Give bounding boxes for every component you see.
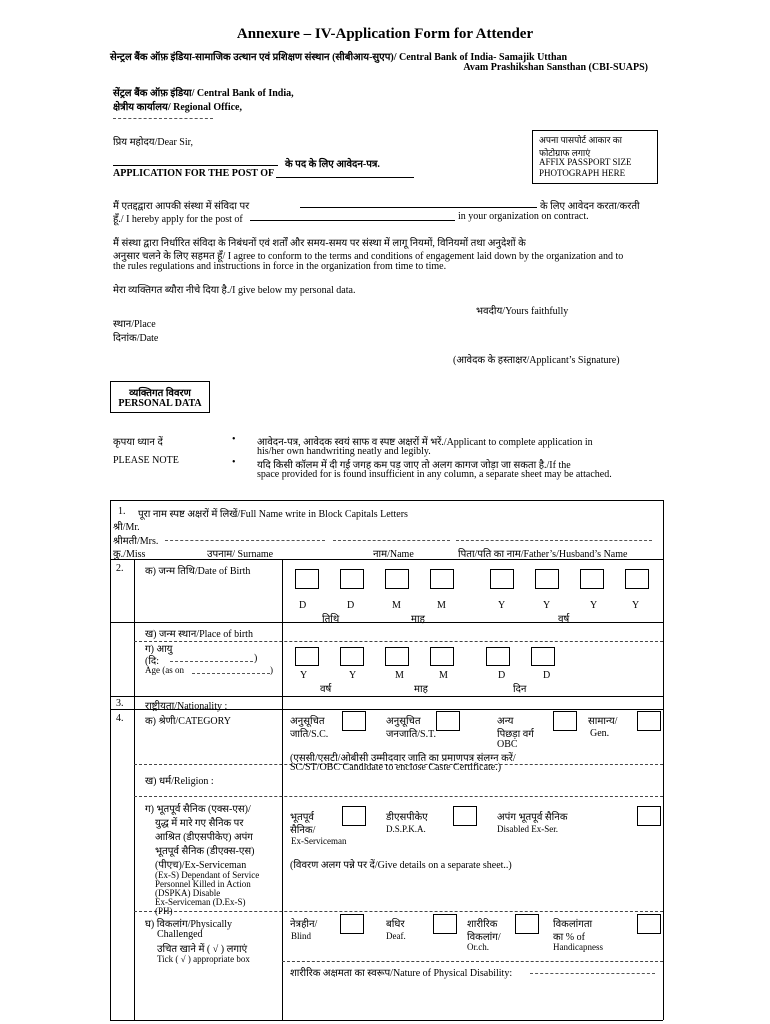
ph-line-1: घ) विकलांग/Physically	[145, 919, 233, 930]
note-label-hindi: कृपया ध्यान दें	[113, 437, 163, 448]
age-maah: माह	[414, 684, 428, 695]
yours-faithfully: भवदीय/Yours faithfully	[476, 306, 569, 317]
blind-checkbox[interactable]	[340, 914, 364, 934]
paren-close: )	[270, 665, 273, 675]
age-letter: D	[543, 670, 551, 681]
dob-letter: Y	[632, 600, 640, 611]
page-title: Annexure – IV-Application Form for Attender	[236, 26, 534, 42]
dob-label: क) जन्म तिथि/Date of Birth	[145, 566, 251, 577]
age-as-on-field[interactable]	[192, 673, 270, 674]
table-border	[110, 500, 111, 1020]
ph-line-4: Tick ( √ ) appropriate box	[157, 954, 250, 964]
dob-letter: D	[299, 600, 307, 611]
exs-hindi-1: भूतपूर्व	[290, 812, 314, 823]
exs-line-8: (DSPKA) Disable	[155, 888, 221, 898]
handicap-percent-box[interactable]	[637, 914, 661, 934]
st-english: जनजाति/S.T.	[386, 729, 436, 740]
dspka-hindi: डीएसपीकेए	[386, 812, 428, 823]
exs-checkbox[interactable]	[342, 806, 366, 826]
age-box-d1[interactable]	[486, 647, 510, 666]
photo-hint-1: अपना पासपोर्ट आकार का	[539, 135, 622, 145]
dob-letter: D	[347, 600, 355, 611]
para2-b: अनुसार चलने के लिए सहमत हूँ/ I agree to conform to the terms and conditions of engagement laid down by the organization and to	[113, 251, 624, 262]
para1-d: in your organization on contract.	[458, 211, 589, 222]
dob-box-m2[interactable]	[430, 569, 454, 589]
exs-line-4: भूतपूर्व सैनिक (डीएक्स-एस)	[155, 846, 255, 857]
dob-box-d1[interactable]	[295, 569, 319, 589]
exs-line-5: (पीएच)/Ex-Serviceman	[155, 860, 247, 871]
miss-label: कु./Miss	[113, 549, 146, 560]
nationality-label: राष्ट्रीयता/Nationality :	[145, 701, 228, 712]
dob-box-m1[interactable]	[385, 569, 409, 589]
age-label: ग) आयु	[145, 644, 173, 655]
exs-line-3: आश्रित (डीएसपीकेए) अपंग	[155, 832, 253, 843]
birthplace-label: ख) जन्म स्थान/Place of birth	[145, 629, 253, 640]
mrs-label: श्रीमती/Mrs.	[113, 536, 159, 547]
orth-hindi-1: शारीरिक	[467, 919, 498, 930]
dob-letter: Y	[590, 600, 598, 611]
deaf-hindi: बधिर	[386, 919, 405, 930]
table-border	[110, 1020, 663, 1021]
photo-box[interactable]	[532, 130, 658, 184]
row-divider	[134, 641, 663, 642]
obc-hindi-1: अन्य	[497, 716, 514, 727]
handicap-hindi: विकलांगता	[553, 919, 593, 930]
nature-disability-label: शारीरिक अक्षमता का स्वरूप/Nature of Physical Disability:	[290, 968, 513, 979]
obc-hindi-2: पिछड़ा वर्ग	[497, 729, 534, 740]
exs-line-6: (Ex-S) Dependant of Service	[155, 870, 260, 880]
dob-tithi: तिथि	[322, 614, 340, 625]
dob-box-y2[interactable]	[535, 569, 559, 589]
age-as-on: Age (as on	[145, 665, 184, 675]
age-letter: M	[439, 670, 448, 681]
ph-line-3: उचित खाने में ( √ ) लगाएं	[157, 944, 248, 955]
paren-close: )	[254, 653, 258, 664]
photo-hint-3: AFFIX PASSPORT SIZE	[539, 157, 632, 167]
dob-varsh: वर्ष	[558, 614, 570, 625]
regional-office: क्षेत्रीय कार्यालय/ Regional Office,	[113, 102, 242, 113]
surname-field[interactable]	[165, 540, 325, 541]
row-divider	[134, 911, 663, 912]
q2-number: 2.	[116, 563, 124, 574]
dob-box-y1[interactable]	[490, 569, 514, 589]
para1-line-2[interactable]	[250, 220, 455, 221]
row-divider	[134, 796, 663, 797]
caste-cert-english: SC/ST/OBC Candidate to enclose Caste Certificate.)	[290, 762, 502, 773]
exs-english: Ex-Serviceman	[291, 836, 347, 846]
age-box-d2[interactable]	[531, 647, 555, 666]
disabled-exs-checkbox[interactable]	[637, 806, 661, 826]
st-checkbox[interactable]	[436, 711, 460, 731]
deaf-checkbox[interactable]	[433, 914, 457, 934]
age-din: दिन	[513, 684, 527, 695]
disabled-exs-hindi: अपंग भूतपूर्व सैनिक	[497, 812, 568, 823]
table-border	[110, 500, 663, 501]
dob-letter: M	[392, 600, 401, 611]
name-field[interactable]	[333, 540, 450, 541]
age-letter: Y	[349, 670, 357, 681]
age-box-y1[interactable]	[295, 647, 319, 666]
para1-c: हूँ./ I hereby apply for the post of	[113, 214, 243, 225]
ph-line-2: Challenged	[157, 929, 203, 940]
caste-cert-hindi: (एससी/एसटी/ओबीसी उम्मीदवार जाति का प्रमाणपत्र संलग्न करें/	[290, 753, 516, 764]
institute-line-2: Avam Prashikshan Sansthan (CBI-SUAPS)	[463, 62, 648, 73]
deaf-english: Deaf.	[386, 931, 406, 941]
handicap-english: Handicapness	[553, 942, 603, 952]
bullet-icon: •	[232, 434, 236, 445]
para3: मेरा व्यक्तिगत ब्यौरा नीचे दिया है./I give below my personal data.	[113, 285, 356, 296]
disabled-exs-english: Disabled Ex-Ser.	[497, 824, 558, 834]
table-border	[110, 696, 663, 697]
exs-line-9: Ex-Serviceman (D.Ex-S)	[155, 897, 246, 907]
dob-maah: माह	[411, 614, 425, 625]
q1-number: 1.	[118, 506, 126, 517]
bank-name: सेंट्रल बैंक ऑफ़ इंडिया/ Central Bank of India,	[113, 88, 294, 99]
gen-hindi: सामान्य/	[588, 716, 618, 727]
orth-checkbox[interactable]	[515, 914, 539, 934]
note-1a: आवेदन-पत्र, आवेदक स्वयं साफ व स्पष्ट अक्षरों में भरें./Applicant to complete application in	[257, 437, 593, 448]
surname-label: उपनाम/ Surname	[207, 549, 274, 560]
para1-a: मैं एतद्दद्वारा आपकी संस्था में संविदा पर	[113, 201, 250, 212]
para1-line[interactable]	[300, 207, 537, 208]
handicap-hindi-2: का % of	[553, 932, 585, 943]
office-address-line[interactable]	[113, 118, 213, 119]
note-2a: यदि किसी कॉलम में दी गई जगह कम पड़ जाए तो अलग कागज जोड़ा जा सकता है./If the	[257, 460, 571, 471]
dob-box-d2[interactable]	[340, 569, 364, 589]
signature-label: (आवेदक के हस्ताक्षर/Applicant’s Signature)	[453, 355, 620, 366]
table-border	[282, 559, 283, 1020]
exs-hindi-2: सैनिक/	[290, 825, 316, 836]
exs-line-10: (PH)	[155, 906, 173, 916]
table-border	[110, 622, 663, 623]
personal-data-hindi: व्यक्तिगत विवरण	[129, 388, 191, 399]
exs-line-7: Personnel Killed in Action	[155, 879, 251, 889]
dspka-checkbox[interactable]	[453, 806, 477, 826]
table-border	[663, 500, 664, 1020]
dob-box-y4[interactable]	[625, 569, 649, 589]
blind-hindi: नेत्रहीन/	[290, 919, 318, 930]
name-label: नाम/Name	[373, 549, 414, 560]
obc-english: OBC	[497, 739, 518, 750]
age-letter: Y	[300, 670, 308, 681]
dspka-english: D.S.P.K.A.	[386, 824, 426, 834]
exs-line-1: ग) भूतपूर्व सैनिक (एक्स-एस)/	[145, 804, 251, 815]
age-box-m2[interactable]	[430, 647, 454, 666]
note-1b: his/her own handwriting neatly and legibly.	[257, 446, 431, 457]
blind-english: Blind	[291, 931, 312, 941]
salutation: प्रिय महोदय/Dear Sir,	[113, 137, 194, 148]
sc-checkbox[interactable]	[342, 711, 366, 731]
mr-label: श्री/Mr.	[113, 522, 140, 533]
q3-number: 3.	[116, 698, 124, 709]
sc-hindi: अनुसूचित	[290, 716, 325, 727]
nature-disability-field[interactable]	[530, 973, 655, 974]
q4-number: 4.	[116, 713, 124, 724]
table-border	[134, 559, 135, 1020]
row-divider	[282, 961, 663, 962]
para1-b: के लिए आवेदन करता/करती	[540, 201, 640, 212]
para2-a: मैं संस्था द्वारा निर्धारित संविदा के निबंधनों एवं शर्तों और समय-समय पर संस्था में लागू नियमों, विनियमों तथा अनुदेशों के	[113, 238, 526, 249]
category-label: क) श्रेणी/CATEGORY	[145, 716, 231, 727]
para2-c: the rules regulations and instructions in force in the organization from time to time.	[113, 261, 447, 272]
date-label: दिनांक/Date	[113, 333, 159, 344]
exs-line-2: युद्ध में मारे गए सैनिक पर	[155, 818, 244, 829]
orth-english: Or.ch.	[467, 942, 489, 952]
age-date-field[interactable]	[170, 661, 253, 662]
father-name-label: पिता/पति का नाम/Father’s/Husband’s Name	[458, 549, 628, 560]
note-2b: space provided for is found insufficient in any column, a separate sheet may be attached.	[257, 469, 612, 480]
age-letter: M	[395, 670, 404, 681]
father-name-field[interactable]	[456, 540, 652, 541]
age-on-hindi: (दि:	[145, 656, 160, 667]
bullet-icon: •	[232, 457, 236, 468]
age-box-m1[interactable]	[385, 647, 409, 666]
institute-line-1: सेन्ट्रल बैंक ऑफ़ इंडिया-सामाजिक उत्थान एवं प्रशिक्षण संस्थान (सीबीआय-सुएप)/ Central Bank of India- Samajik Utthan	[110, 52, 568, 63]
gen-checkbox[interactable]	[637, 711, 661, 731]
sc-english: जाति/S.C.	[290, 729, 329, 740]
note-label-english: PLEASE NOTE	[113, 455, 179, 466]
age-letter: D	[498, 670, 506, 681]
religion-label: ख) धर्म/Religion :	[145, 776, 214, 787]
dob-letter: Y	[543, 600, 551, 611]
q1-label: पूरा नाम स्पष्ट अक्षरों में लिखें/Full Name write in Block Capitals Letters	[138, 509, 408, 520]
dob-letter: Y	[498, 600, 506, 611]
post-english-line[interactable]	[276, 177, 414, 178]
place-label: स्थान/Place	[113, 319, 156, 330]
age-varsh: वर्ष	[320, 684, 332, 695]
gen-english: Gen.	[590, 728, 610, 739]
obc-checkbox[interactable]	[553, 711, 577, 731]
dob-letter: M	[437, 600, 446, 611]
personal-data-english: PERSONAL DATA	[118, 398, 202, 409]
photo-hint-2: फोटोग्राफ लगाएं	[539, 148, 591, 158]
post-line[interactable]	[113, 165, 278, 166]
st-hindi: अनुसूचित	[386, 716, 421, 727]
photo-hint-4: PHOTOGRAPH HERE	[539, 168, 626, 178]
dob-box-y3[interactable]	[580, 569, 604, 589]
separate-sheet-note: (विवरण अलग पन्ने पर दें/Give details on a separate sheet..)	[290, 860, 512, 871]
personal-data-box	[110, 381, 210, 413]
orth-hindi-2: विकलांग/	[467, 932, 501, 943]
age-box-y2[interactable]	[340, 647, 364, 666]
post-english: APPLICATION FOR THE POST OF	[113, 168, 275, 179]
post-hindi: के पद के लिए आवेदन-पत्र.	[285, 159, 380, 170]
